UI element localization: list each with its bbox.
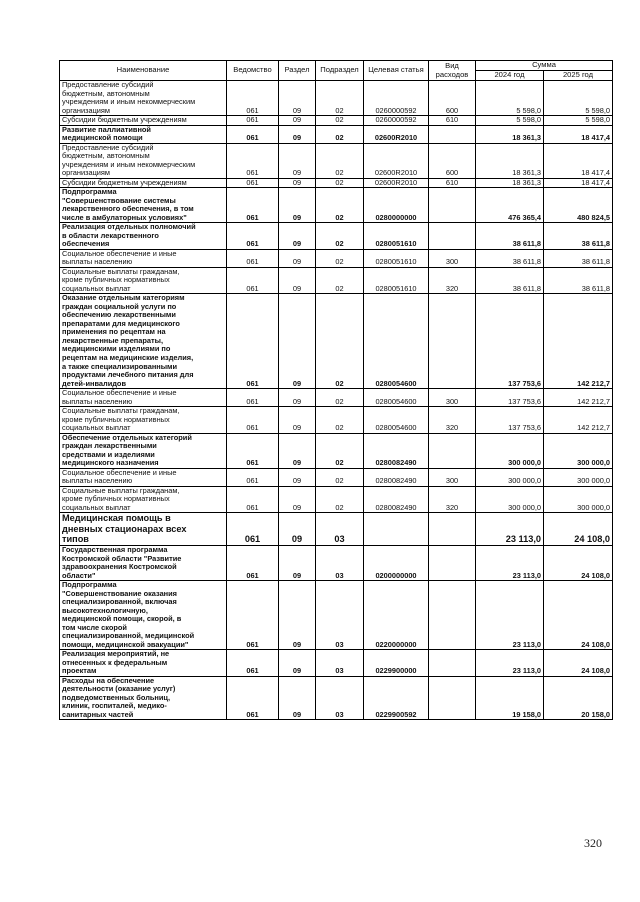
header-year-2024: 2024 год: [476, 71, 544, 81]
table-row: [60, 188, 613, 223]
cell-target: 0229900000: [364, 650, 429, 677]
header-name: Наименование: [60, 61, 227, 81]
table-row: [60, 178, 613, 188]
cell-target: 0220000000: [364, 581, 429, 650]
cell-sum-2024: 38 611,8: [476, 223, 544, 250]
cell-vid: [429, 223, 476, 250]
table-row: [60, 125, 613, 143]
table-row: [60, 581, 613, 650]
cell-podrazdel: 03: [316, 513, 364, 546]
cell-sum-2025: 142 212,7: [544, 294, 613, 389]
table-row: [60, 143, 613, 178]
cell-podrazdel: 02: [316, 267, 364, 294]
cell-razdel: 09: [279, 468, 316, 486]
cell-razdel: 09: [279, 249, 316, 267]
table-row: [60, 249, 613, 267]
cell-razdel: 09: [279, 223, 316, 250]
table-row: [60, 294, 613, 389]
cell-razdel: 09: [279, 294, 316, 389]
cell-name: Предоставление субсидий бюджетным, автономным учреждениям и иным некоммерческим организациям: [60, 81, 227, 116]
cell-sum-2025: 300 000,0: [544, 486, 613, 513]
cell-sum-2025: 24 108,0: [544, 650, 613, 677]
cell-name: Социальное обеспечение и иные выплаты населению: [60, 468, 227, 486]
cell-name: Подпрограмма "Совершенствование оказания специализированной, включая высокотехнологичную, медицинской помощи, скорой, в том числе скорой специализированной, медицинской помощи, медицинской эвакуации": [60, 581, 227, 650]
cell-podrazdel: 02: [316, 125, 364, 143]
cell-podrazdel: 02: [316, 81, 364, 116]
cell-podrazdel: 02: [316, 389, 364, 407]
cell-sum-2024: 23 113,0: [476, 581, 544, 650]
cell-target: 0280051610: [364, 267, 429, 294]
cell-sum-2025: 300 000,0: [544, 468, 613, 486]
cell-vid: [429, 188, 476, 223]
cell-razdel: 09: [279, 546, 316, 581]
cell-vedomstvo: 061: [227, 407, 279, 434]
table-row: [60, 267, 613, 294]
cell-razdel: 09: [279, 486, 316, 513]
cell-name: Предоставление субсидий бюджетным, автономным учреждениям и иным некоммерческим организациям: [60, 143, 227, 178]
cell-name: Реализация мероприятий, не отнесенных к федеральным проектам: [60, 650, 227, 677]
cell-razdel: 09: [279, 650, 316, 677]
cell-sum-2024: 23 113,0: [476, 650, 544, 677]
table-row: [60, 468, 613, 486]
cell-podrazdel: 02: [316, 178, 364, 188]
cell-name: Реализация отдельных полномочий в области лекарственного обеспечения: [60, 223, 227, 250]
cell-razdel: 09: [279, 178, 316, 188]
cell-vid: 300: [429, 389, 476, 407]
cell-razdel: 09: [279, 188, 316, 223]
cell-podrazdel: 02: [316, 143, 364, 178]
cell-sum-2024: 300 000,0: [476, 486, 544, 513]
cell-podrazdel: 02: [316, 486, 364, 513]
cell-podrazdel: 02: [316, 249, 364, 267]
cell-podrazdel: 02: [316, 468, 364, 486]
cell-sum-2025: 142 212,7: [544, 389, 613, 407]
cell-vid: 600: [429, 81, 476, 116]
cell-sum-2024: 18 361,3: [476, 125, 544, 143]
cell-name: Социальные выплаты гражданам, кроме публичных нормативных социальных выплат: [60, 267, 227, 294]
cell-vedomstvo: 061: [227, 188, 279, 223]
cell-name: Субсидии бюджетным учреждениям: [60, 116, 227, 126]
table-body: [60, 81, 613, 720]
cell-sum-2025: 38 611,8: [544, 249, 613, 267]
cell-target: 0280054600: [364, 389, 429, 407]
cell-podrazdel: 02: [316, 407, 364, 434]
cell-name: Подпрограмма "Совершенствование системы лекарственного обеспечения, в том числе в амбулаторных условиях": [60, 188, 227, 223]
cell-sum-2025: 5 598,0: [544, 81, 613, 116]
cell-razdel: 09: [279, 407, 316, 434]
table-row: [60, 223, 613, 250]
cell-vedomstvo: 061: [227, 468, 279, 486]
table-row: [60, 650, 613, 677]
cell-sum-2025: 24 108,0: [544, 513, 613, 546]
cell-sum-2024: 300 000,0: [476, 433, 544, 468]
cell-target: 0229900592: [364, 676, 429, 720]
cell-vedomstvo: 061: [227, 143, 279, 178]
cell-razdel: 09: [279, 389, 316, 407]
cell-vedomstvo: 061: [227, 223, 279, 250]
table-row: [60, 433, 613, 468]
cell-vid: [429, 546, 476, 581]
cell-razdel: 09: [279, 267, 316, 294]
header-target: Целевая статья: [364, 61, 429, 81]
cell-vedomstvo: 061: [227, 116, 279, 126]
cell-podrazdel: 03: [316, 650, 364, 677]
table-row: [60, 513, 613, 546]
header-row: [60, 61, 613, 71]
cell-target: 0280082490: [364, 486, 429, 513]
cell-sum-2025: 300 000,0: [544, 433, 613, 468]
header-year-2025: 2025 год: [544, 71, 613, 81]
cell-sum-2025: 20 158,0: [544, 676, 613, 720]
table-row: [60, 81, 613, 116]
table-row: [60, 486, 613, 513]
cell-sum-2024: 19 158,0: [476, 676, 544, 720]
cell-sum-2025: 38 611,8: [544, 223, 613, 250]
cell-target: 0280082490: [364, 468, 429, 486]
cell-razdel: 09: [279, 581, 316, 650]
table-row: [60, 407, 613, 434]
cell-target: 0280054600: [364, 294, 429, 389]
cell-target: 02600R2010: [364, 125, 429, 143]
cell-sum-2025: 5 598,0: [544, 116, 613, 126]
cell-vid: 610: [429, 116, 476, 126]
header-razdel: Раздел: [279, 61, 316, 81]
cell-sum-2024: 300 000,0: [476, 468, 544, 486]
cell-name: Социальное обеспечение и иные выплаты населению: [60, 389, 227, 407]
cell-target: 02600R2010: [364, 178, 429, 188]
cell-sum-2024: 137 753,6: [476, 389, 544, 407]
cell-vedomstvo: 061: [227, 267, 279, 294]
cell-target: 0200000000: [364, 546, 429, 581]
cell-vedomstvo: 061: [227, 178, 279, 188]
cell-target: 02600R2010: [364, 143, 429, 178]
cell-vedomstvo: 061: [227, 389, 279, 407]
cell-sum-2024: 18 361,3: [476, 143, 544, 178]
cell-podrazdel: 02: [316, 116, 364, 126]
cell-razdel: 09: [279, 81, 316, 116]
table-row: [60, 676, 613, 720]
cell-name: Расходы на обеспечение деятельности (оказание услуг) подведомственных больниц, клиник, госпиталей, медико- санитарных частей: [60, 676, 227, 720]
cell-vedomstvo: 061: [227, 125, 279, 143]
cell-target: 0280082490: [364, 433, 429, 468]
table-row: [60, 116, 613, 126]
cell-target: [364, 513, 429, 546]
cell-name: Социальные выплаты гражданам, кроме публичных нормативных социальных выплат: [60, 486, 227, 513]
header-summa: Сумма: [476, 61, 613, 71]
cell-name: Медицинская помощь в дневных стационарах всех типов: [60, 513, 227, 546]
cell-vedomstvo: 061: [227, 513, 279, 546]
cell-podrazdel: 03: [316, 676, 364, 720]
cell-vid: [429, 676, 476, 720]
cell-name: Социальные выплаты гражданам, кроме публичных нормативных социальных выплат: [60, 407, 227, 434]
cell-sum-2025: 18 417,4: [544, 178, 613, 188]
cell-sum-2024: 5 598,0: [476, 116, 544, 126]
cell-vid: [429, 294, 476, 389]
cell-vedomstvo: 061: [227, 81, 279, 116]
cell-vedomstvo: 061: [227, 433, 279, 468]
header-vedomstvo: Ведомство: [227, 61, 279, 81]
cell-vedomstvo: 061: [227, 486, 279, 513]
table-row: [60, 546, 613, 581]
cell-podrazdel: 03: [316, 581, 364, 650]
cell-target: 0280051610: [364, 249, 429, 267]
header-podrazdel: Подраздел: [316, 61, 364, 81]
cell-sum-2024: 23 113,0: [476, 513, 544, 546]
cell-sum-2025: 24 108,0: [544, 581, 613, 650]
cell-sum-2024: 137 753,6: [476, 407, 544, 434]
cell-vid: 320: [429, 486, 476, 513]
cell-vedomstvo: 061: [227, 581, 279, 650]
cell-sum-2024: 23 113,0: [476, 546, 544, 581]
cell-razdel: 09: [279, 676, 316, 720]
table-row: [60, 389, 613, 407]
cell-target: 0280000000: [364, 188, 429, 223]
cell-vedomstvo: 061: [227, 546, 279, 581]
cell-vedomstvo: 061: [227, 676, 279, 720]
cell-vid: [429, 125, 476, 143]
cell-vid: 300: [429, 468, 476, 486]
cell-podrazdel: 02: [316, 188, 364, 223]
cell-vid: 600: [429, 143, 476, 178]
cell-razdel: 09: [279, 125, 316, 143]
cell-vedomstvo: 061: [227, 294, 279, 389]
cell-sum-2025: 142 212,7: [544, 407, 613, 434]
cell-name: Государственная программа Костромской области "Развитие здравоохранения Костромской области": [60, 546, 227, 581]
cell-name: Субсидии бюджетным учреждениям: [60, 178, 227, 188]
cell-vid: [429, 513, 476, 546]
header-vid: Вид расходов: [429, 61, 476, 81]
cell-vedomstvo: 061: [227, 650, 279, 677]
cell-podrazdel: 03: [316, 546, 364, 581]
cell-vid: [429, 650, 476, 677]
page-number: 320: [584, 836, 602, 850]
cell-podrazdel: 02: [316, 223, 364, 250]
cell-vid: [429, 433, 476, 468]
budget-table: [59, 60, 613, 720]
cell-name: Оказание отдельным категориям граждан социальной услуги по обеспечению лекарственными препаратами для медицинского применения по рецептам на лекарственные препараты, медицинскими изделиями по рецептам на медицинские изделия, а также специализированными продуктами лечебного питания для детей-инвалидов: [60, 294, 227, 389]
cell-name: Социальное обеспечение и иные выплаты населению: [60, 249, 227, 267]
cell-sum-2024: 476 365,4: [476, 188, 544, 223]
cell-vid: 320: [429, 267, 476, 294]
cell-podrazdel: 02: [316, 294, 364, 389]
cell-target: 0280051610: [364, 223, 429, 250]
cell-sum-2024: 137 753,6: [476, 294, 544, 389]
cell-target: 0260000592: [364, 81, 429, 116]
cell-vid: 320: [429, 407, 476, 434]
cell-target: 0280054600: [364, 407, 429, 434]
cell-target: 0260000592: [364, 116, 429, 126]
cell-sum-2025: 24 108,0: [544, 546, 613, 581]
cell-sum-2025: 18 417,4: [544, 143, 613, 178]
cell-razdel: 09: [279, 116, 316, 126]
cell-razdel: 09: [279, 143, 316, 178]
cell-podrazdel: 02: [316, 433, 364, 468]
cell-vid: [429, 581, 476, 650]
cell-sum-2024: 38 611,8: [476, 267, 544, 294]
cell-sum-2024: 18 361,3: [476, 178, 544, 188]
cell-vedomstvo: 061: [227, 249, 279, 267]
cell-sum-2025: 480 824,5: [544, 188, 613, 223]
cell-vid: 610: [429, 178, 476, 188]
cell-sum-2025: 38 611,8: [544, 267, 613, 294]
cell-name: Обеспечение отдельных категорий граждан лекарственными средствами и изделиями медицинского назначения: [60, 433, 227, 468]
cell-vid: 300: [429, 249, 476, 267]
cell-sum-2024: 5 598,0: [476, 81, 544, 116]
cell-name: Развитие паллиативной медицинской помощи: [60, 125, 227, 143]
cell-razdel: 09: [279, 433, 316, 468]
cell-sum-2025: 18 417,4: [544, 125, 613, 143]
cell-razdel: 09: [279, 513, 316, 546]
cell-sum-2024: 38 611,8: [476, 249, 544, 267]
